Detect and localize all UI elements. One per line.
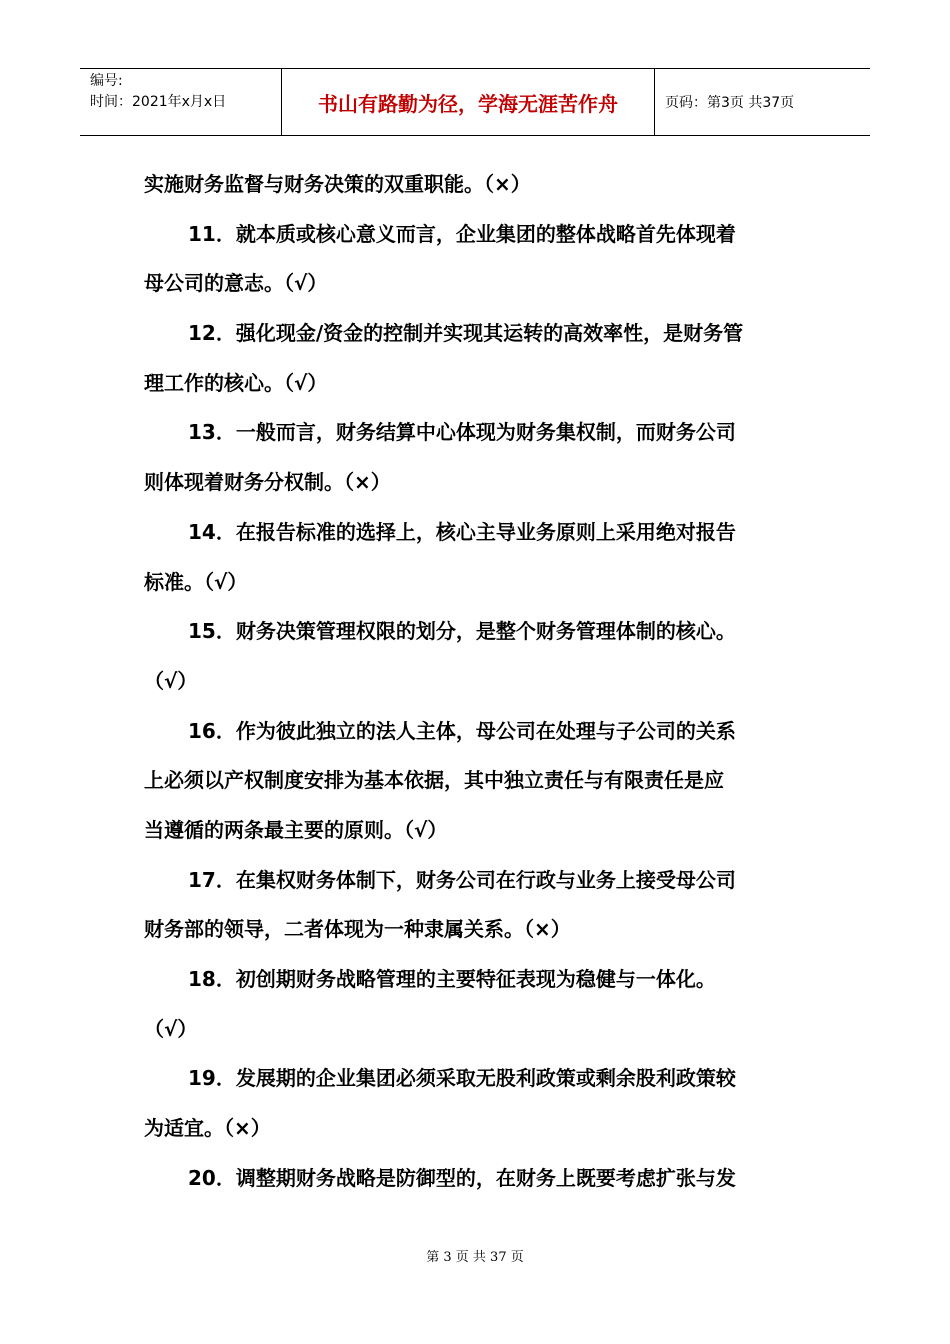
- page-header: [80, 68, 870, 136]
- text-line: （√）: [144, 1016, 198, 1041]
- header-motto: 书山有路勤为径，学海无涯苦作舟: [282, 69, 655, 135]
- document-time: 时间：2021年x月x日: [90, 94, 227, 110]
- text-line: 12．强化现金/资金的控制并实现其运转的高效率性，是财务管: [188, 321, 744, 346]
- text-line: 20．调整期财务战略是防御型的，在财务上既要考虑扩张与发: [188, 1165, 736, 1190]
- text-line: 标准。（√）: [144, 569, 248, 594]
- text-line: 18．初创期财务战略管理的主要特征表现为稳健与一体化。: [188, 967, 716, 991]
- text-line: 11．就本质或核心意义而言，企业集团的整体战略首先体现着: [188, 221, 736, 246]
- document-body: [144, 160, 804, 1203]
- header-page-info: 页码：第3页 共37页: [665, 95, 795, 111]
- text-line: 16．作为彼此独立的法人主体，母公司在处理与子公司的关系: [188, 718, 736, 743]
- text-line: 母公司的意志。（√）: [144, 271, 328, 296]
- text-line: 14．在报告标准的选择上，核心主导业务原则上采用绝对报告: [188, 519, 736, 544]
- text-line: 19．发展期的企业集团必须采取无股利政策或剩余股利政策较: [188, 1066, 736, 1091]
- text-line: 则体现着财务分权制。（×）: [144, 470, 391, 495]
- text-line: 财务部的领导，二者体现为一种隶属关系。（×）: [144, 917, 571, 942]
- text-line: 实施财务监督与财务决策的双重职能。（×）: [144, 172, 531, 196]
- text-line: 当遵循的两条最主要的原则。（√）: [144, 817, 448, 842]
- text-line: 理工作的核心。（√）: [144, 370, 328, 395]
- text-line: 为适宜。（×）: [144, 1116, 271, 1141]
- text-line: 15．财务决策管理权限的划分，是整个财务管理体制的核心。: [188, 619, 736, 644]
- header-meta: [80, 69, 282, 135]
- page-footer: 第 3 页 共 37 页: [426, 1250, 524, 1265]
- text-line: 17．在集权财务体制下，财务公司在行政与业务上接受母公司: [188, 867, 736, 892]
- document-number-label: 编号:: [90, 73, 123, 89]
- text-line: 上必须以产权制度安排为基本依据，其中独立责任与有限责任是应: [144, 768, 724, 793]
- text-line: （√）: [144, 668, 198, 693]
- text-line: 13．一般而言，财务结算中心体现为财务集权制，而财务公司: [188, 420, 736, 445]
